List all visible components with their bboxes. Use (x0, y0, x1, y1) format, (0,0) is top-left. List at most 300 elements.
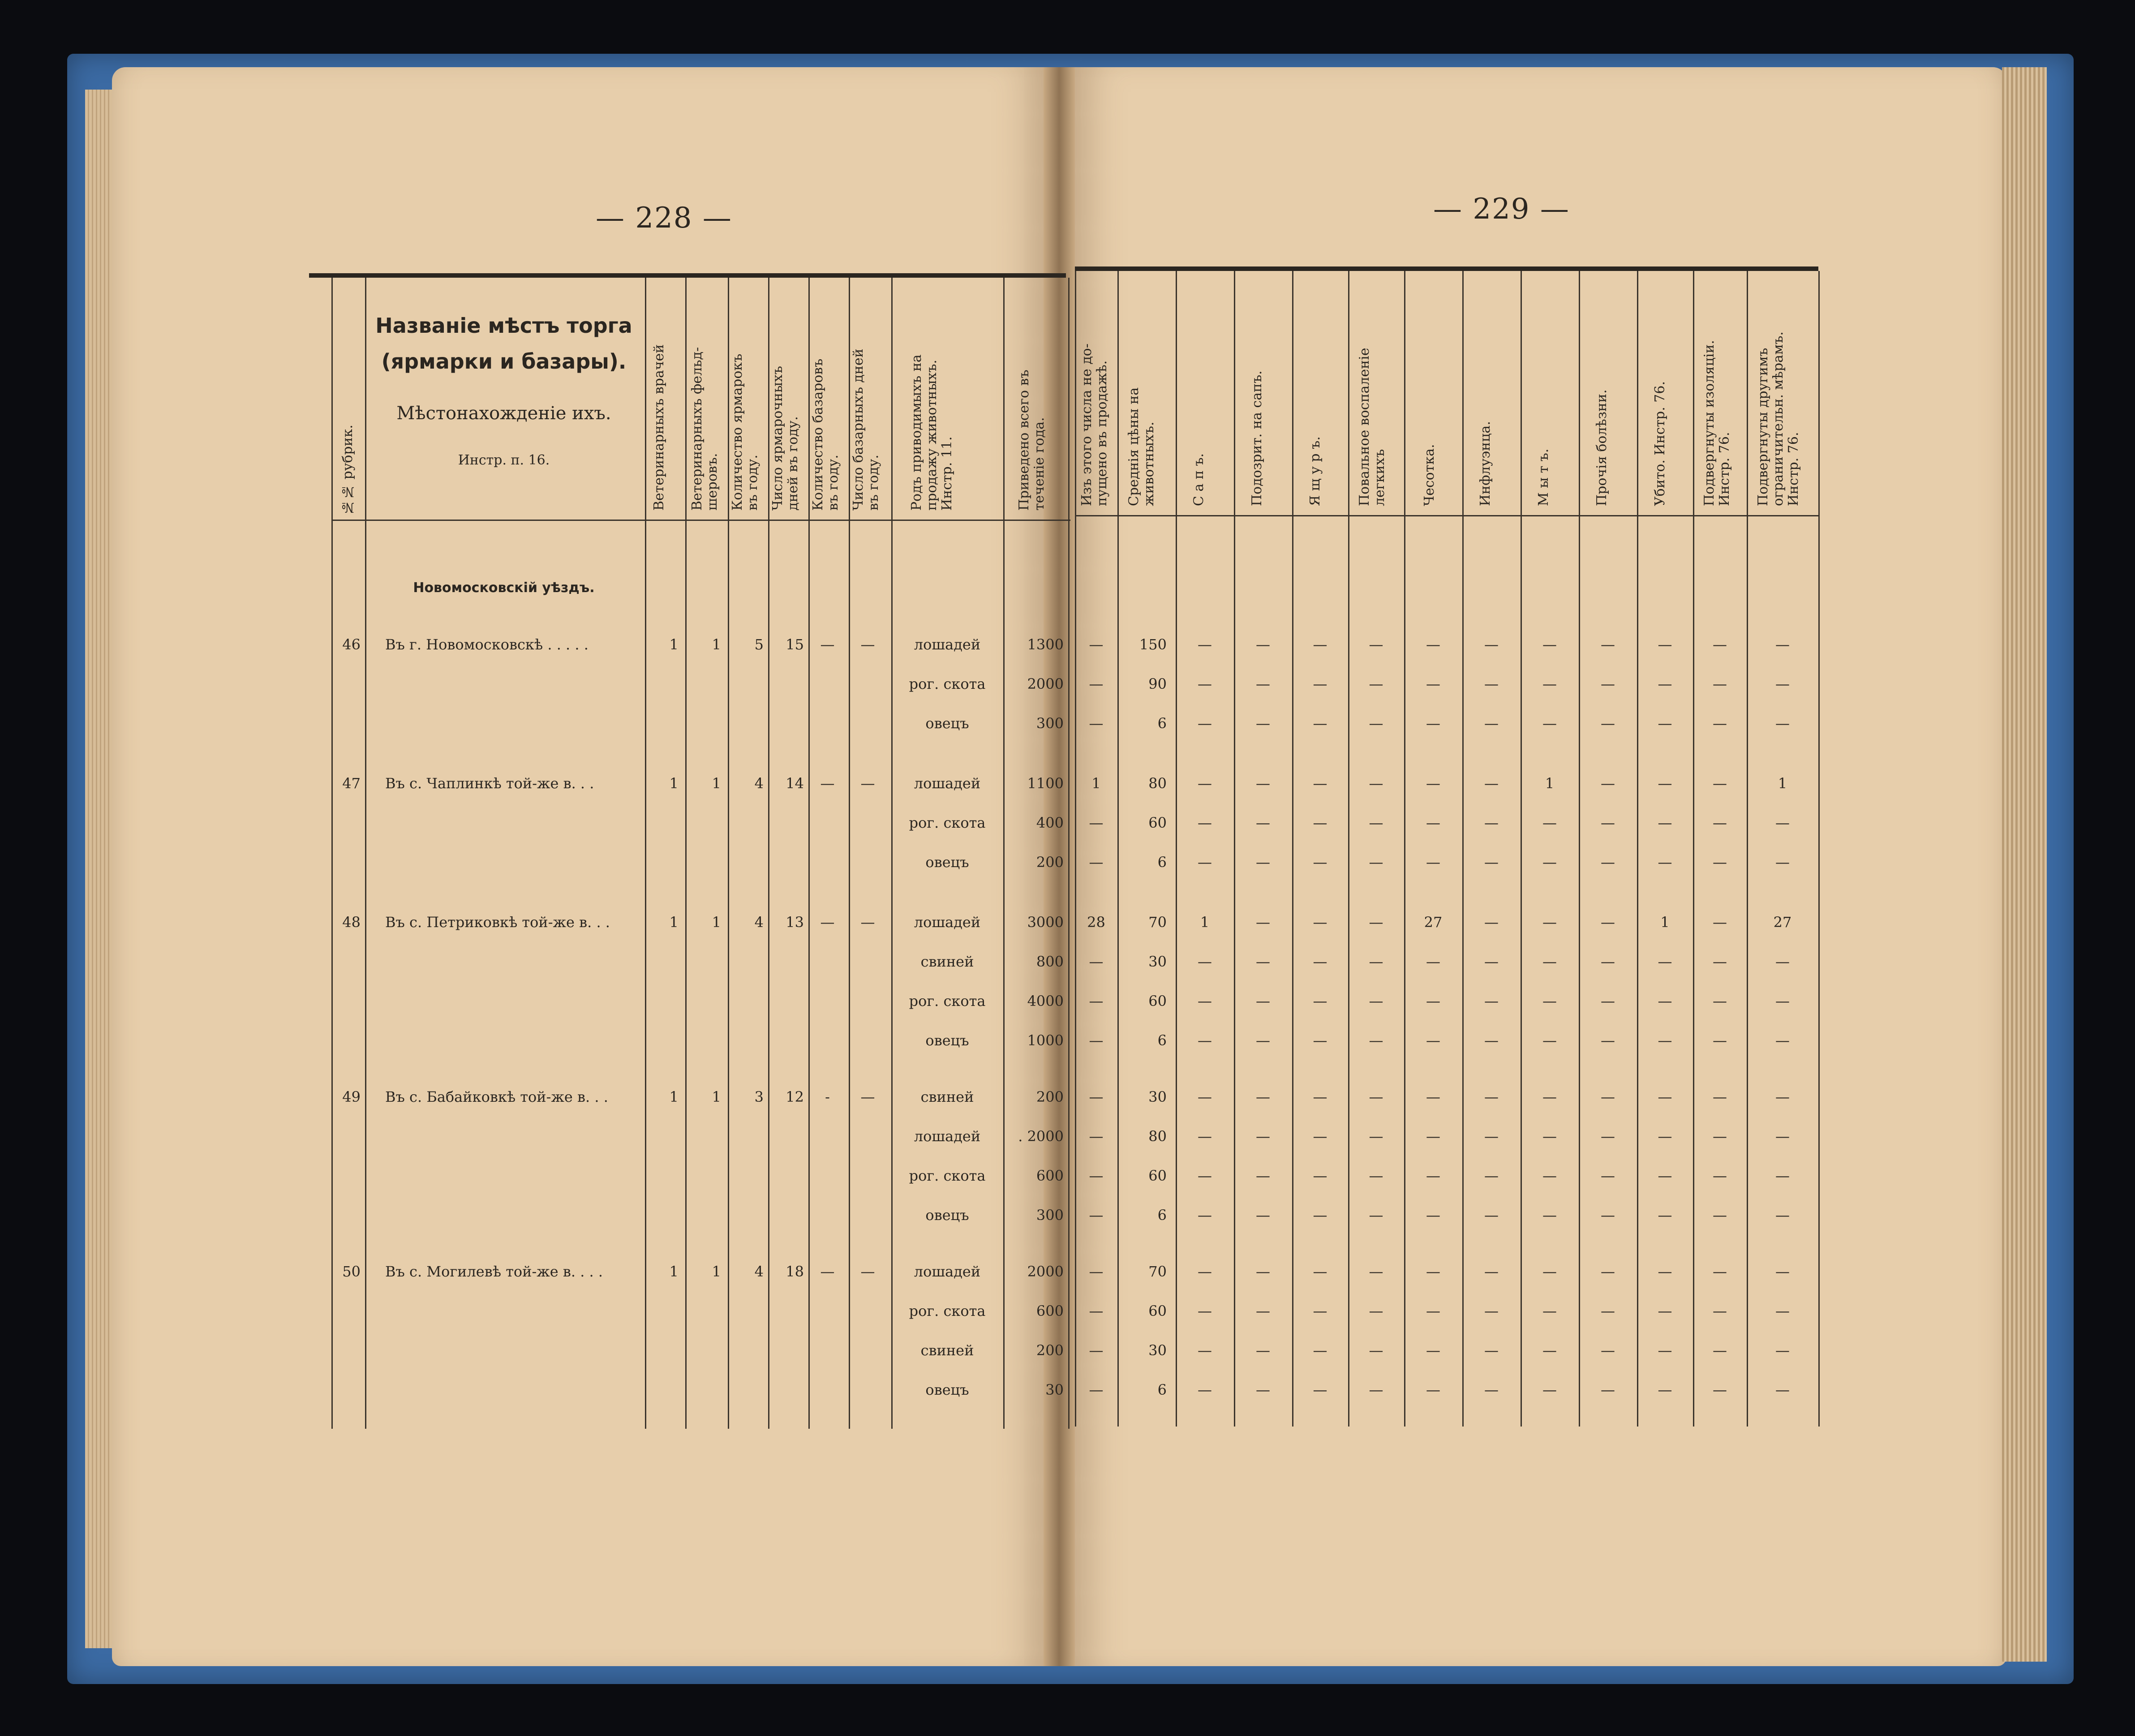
other-measures-value: — (1775, 1302, 1790, 1319)
bazaars-count: — (820, 1263, 835, 1280)
column-rule (1747, 271, 1748, 1427)
not-sold-value: 1 (1091, 775, 1101, 792)
header-myt: М ы т ъ. (1536, 448, 1551, 506)
killed-value: — (1658, 675, 1672, 692)
susp-sap-value: — (1256, 1167, 1270, 1184)
header-yashchur: Я щ у р ъ. (1307, 436, 1323, 506)
other-measures-value: — (1775, 1088, 1790, 1105)
not-sold-value: — (1089, 675, 1104, 692)
not-sold-value: — (1089, 854, 1104, 871)
isolated-value: — (1713, 1207, 1727, 1224)
place-name: Въ с. Петриковкѣ той-же в. . . (385, 914, 610, 931)
influenza-value: — (1484, 1263, 1499, 1280)
pneumonia-value: — (1369, 715, 1383, 732)
yashchur-value: — (1313, 636, 1327, 653)
isolated-value: — (1713, 953, 1727, 970)
chesotka-value: — (1426, 1167, 1440, 1184)
myt-value: — (1542, 1128, 1557, 1145)
not-sold-value: — (1089, 636, 1104, 653)
myt-value: — (1542, 1342, 1557, 1359)
sap-value: — (1198, 814, 1212, 831)
sap-value: — (1198, 953, 1212, 970)
yashchur-value: — (1313, 1167, 1327, 1184)
brought-count: 1000 (1027, 1032, 1064, 1049)
brought-count: 200 (1036, 1088, 1064, 1105)
chesotka-value: — (1426, 1302, 1440, 1319)
influenza-value: — (1484, 914, 1499, 931)
header-brought: Приведено всего въ теченіе года. (1016, 370, 1047, 511)
other-diseases-value: — (1601, 1128, 1615, 1145)
influenza-value: — (1484, 1128, 1499, 1145)
column-rule (1003, 278, 1005, 1429)
header-title: Названіе мѣстъ торга (375, 314, 632, 338)
sap-value: — (1198, 675, 1212, 692)
other-diseases-value: — (1601, 914, 1615, 931)
isolated-value: — (1713, 636, 1727, 653)
rubric-number: 47 (342, 775, 361, 792)
susp-sap-value: — (1256, 814, 1270, 831)
brought-count: 2000 (1027, 1263, 1064, 1280)
chesotka-value: — (1426, 1381, 1440, 1398)
chesotka-value: — (1426, 854, 1440, 871)
column-rule (1637, 271, 1638, 1427)
avg-price-value: 60 (1148, 1302, 1167, 1319)
sap-value: — (1198, 1381, 1212, 1398)
myt-value: 1 (1545, 775, 1555, 792)
fairs-count: 4 (754, 1263, 764, 1280)
myt-value: — (1542, 675, 1557, 692)
brought-count: 600 (1036, 1302, 1064, 1319)
chesotka-value: — (1426, 775, 1440, 792)
table-top-rule-right (1075, 266, 1818, 271)
yashchur-value: — (1313, 1128, 1327, 1145)
feldshers-count: 1 (712, 1088, 721, 1105)
fair-days: 14 (786, 775, 804, 792)
isolated-value: — (1713, 1167, 1727, 1184)
column-rule (645, 278, 646, 1429)
other-diseases-value: — (1601, 1381, 1615, 1398)
bazaar-days: — (860, 775, 875, 792)
chesotka-value: — (1426, 1207, 1440, 1224)
not-sold-value: — (1089, 1381, 1104, 1398)
not-sold-value: — (1089, 1342, 1104, 1359)
header-title-2: (ярмарки и базары). (381, 349, 627, 374)
chesotka-value: 27 (1424, 914, 1443, 931)
isolated-value: — (1713, 1128, 1727, 1145)
sap-value: — (1198, 1088, 1212, 1105)
avg-price-value: 30 (1148, 953, 1167, 970)
other-measures-value: — (1775, 993, 1790, 1010)
influenza-value: — (1484, 1088, 1499, 1105)
influenza-value: — (1484, 953, 1499, 970)
brought-count: 200 (1036, 854, 1064, 871)
isolated-value: — (1713, 1263, 1727, 1280)
killed-value: — (1658, 993, 1672, 1010)
sap-value: — (1198, 1302, 1212, 1319)
rubric-number: 48 (342, 914, 361, 931)
header-fair-days: Число ярмарочныхъ дней въ году. (770, 366, 801, 511)
influenza-value: — (1484, 1342, 1499, 1359)
susp-sap-value: — (1256, 675, 1270, 692)
other-diseases-value: — (1601, 1207, 1615, 1224)
feldshers-count: 1 (712, 914, 721, 931)
fair-days: 13 (786, 914, 804, 931)
bazaar-days: — (860, 914, 875, 931)
column-rule (1068, 278, 1070, 1429)
table-top-rule-left (309, 273, 1066, 278)
susp-sap-value: — (1256, 775, 1270, 792)
pneumonia-value: — (1369, 814, 1383, 831)
animal-kind: свиней (920, 953, 974, 970)
other-measures-value: 27 (1773, 914, 1792, 931)
sap-value: — (1198, 715, 1212, 732)
influenza-value: — (1484, 854, 1499, 871)
not-sold-value: — (1089, 1207, 1104, 1224)
influenza-value: — (1484, 1302, 1499, 1319)
not-sold-value: — (1089, 1088, 1104, 1105)
isolated-value: — (1713, 1342, 1727, 1359)
animal-kind: овецъ (925, 1207, 969, 1224)
yashchur-value: — (1313, 914, 1327, 931)
susp-sap-value: — (1256, 715, 1270, 732)
sap-value: — (1198, 1342, 1212, 1359)
other-measures-value: — (1775, 675, 1790, 692)
influenza-value: — (1484, 993, 1499, 1010)
bazaar-days: — (860, 636, 875, 653)
fairs-count: 4 (754, 775, 764, 792)
killed-value: — (1658, 1302, 1672, 1319)
sap-value: — (1198, 1167, 1212, 1184)
sap-value: — (1198, 636, 1212, 653)
feldshers-count: 1 (712, 636, 721, 653)
bazaars-count: — (820, 775, 835, 792)
pneumonia-value: — (1369, 1088, 1383, 1105)
county-heading: Новомосковскій уѣздъ. (413, 580, 595, 596)
fairs-count: 3 (754, 1088, 764, 1105)
other-measures-value: — (1775, 1128, 1790, 1145)
chesotka-value: — (1426, 1128, 1440, 1145)
influenza-value: — (1484, 1032, 1499, 1049)
susp-sap-value: — (1256, 914, 1270, 931)
column-rule (1176, 271, 1177, 1427)
animal-kind: лошадей (914, 775, 981, 792)
chesotka-value: — (1426, 636, 1440, 653)
isolated-value: — (1713, 854, 1727, 871)
column-rule (1117, 271, 1119, 1427)
myt-value: — (1542, 1263, 1557, 1280)
susp-sap-value: — (1256, 1207, 1270, 1224)
myt-value: — (1542, 1302, 1557, 1319)
animal-kind: рог. скота (909, 675, 986, 692)
other-diseases-value: — (1601, 814, 1615, 831)
other-measures-value: — (1775, 854, 1790, 871)
killed-value: — (1658, 715, 1672, 732)
pneumonia-value: — (1369, 953, 1383, 970)
other-diseases-value: — (1601, 1032, 1615, 1049)
place-name: Въ с. Бабайковкѣ той-же в. . . (385, 1088, 608, 1105)
brought-count: 30 (1045, 1381, 1064, 1398)
yashchur-value: — (1313, 1302, 1327, 1319)
brought-count: 600 (1036, 1167, 1064, 1184)
header-pneumonia: Повальное воспаленіе легкихъ (1357, 348, 1388, 506)
influenza-value: — (1484, 636, 1499, 653)
animal-kind: овецъ (925, 715, 969, 732)
fairs-count: 5 (754, 636, 764, 653)
not-sold-value: — (1089, 1128, 1104, 1145)
yashchur-value: — (1313, 1263, 1327, 1280)
avg-price-value: 60 (1148, 993, 1167, 1010)
column-rule (1521, 271, 1522, 1427)
other-measures-value: — (1775, 1263, 1790, 1280)
column-rule (1818, 271, 1820, 1427)
isolated-value: — (1713, 1381, 1727, 1398)
other-diseases-value: — (1601, 993, 1615, 1010)
header-bazaars-count: Количество базаровъ въ году. (810, 358, 841, 511)
column-rule (1404, 271, 1405, 1427)
animal-kind: свиней (920, 1088, 974, 1105)
place-name: Въ с. Могилевѣ той-же в. . . . (385, 1263, 603, 1280)
bazaar-days: — (860, 1263, 875, 1280)
header-avg-price: Среднія цѣны на животныхъ. (1126, 387, 1157, 506)
killed-value: — (1658, 1128, 1672, 1145)
yashchur-value: — (1313, 854, 1327, 871)
header-susp-sap: Подозрит. на сапъ. (1249, 370, 1265, 506)
not-sold-value: — (1089, 953, 1104, 970)
other-measures-value: — (1775, 1342, 1790, 1359)
isolated-value: — (1713, 1088, 1727, 1105)
other-diseases-value: — (1601, 1167, 1615, 1184)
isolated-value: — (1713, 675, 1727, 692)
animal-kind: рог. скота (909, 1167, 986, 1184)
rubric-number: 46 (342, 636, 361, 653)
animal-kind: лошадей (914, 636, 981, 653)
pneumonia-value: — (1369, 1342, 1383, 1359)
column-rule (331, 278, 333, 1429)
column-rule (1462, 271, 1464, 1427)
column-rule (1234, 271, 1235, 1427)
not-sold-value: — (1089, 715, 1104, 732)
isolated-value: — (1713, 1032, 1727, 1049)
column-rule (1292, 271, 1293, 1427)
header-bottom-rule-left (331, 520, 1070, 521)
header-bazaar-days: Число базарныхъ дней въ году. (851, 348, 881, 511)
killed-value: — (1658, 636, 1672, 653)
sap-value: 1 (1200, 914, 1210, 931)
header-sap: С а п ъ. (1191, 453, 1207, 506)
other-measures-value: — (1775, 1167, 1790, 1184)
susp-sap-value: — (1256, 1088, 1270, 1105)
myt-value: — (1542, 914, 1557, 931)
other-measures-value: 1 (1778, 775, 1787, 792)
place-name: Въ с. Чаплинкѣ той-же в. . . (385, 775, 594, 792)
avg-price-value: 60 (1148, 1167, 1167, 1184)
pneumonia-value: — (1369, 1032, 1383, 1049)
brought-count: 1300 (1027, 636, 1064, 653)
pneumonia-value: — (1369, 1207, 1383, 1224)
header-influenza: Инфлуэнца. (1478, 421, 1493, 506)
brought-count: 4000 (1027, 993, 1064, 1010)
other-diseases-value: — (1601, 1342, 1615, 1359)
yashchur-value: — (1313, 675, 1327, 692)
column-rule (1579, 271, 1580, 1427)
avg-price-value: 6 (1157, 854, 1167, 871)
susp-sap-value: — (1256, 993, 1270, 1010)
avg-price-value: 70 (1148, 1263, 1167, 1280)
pneumonia-value: — (1369, 1128, 1383, 1145)
sap-value: — (1198, 993, 1212, 1010)
bazaars-count: — (820, 636, 835, 653)
myt-value: — (1542, 1207, 1557, 1224)
column-rule (891, 278, 893, 1429)
susp-sap-value: — (1256, 1128, 1270, 1145)
column-rule (768, 278, 769, 1429)
column-rule (728, 278, 729, 1429)
isolated-value: — (1713, 1302, 1727, 1319)
myt-value: — (1542, 636, 1557, 653)
pneumonia-value: — (1369, 775, 1383, 792)
vets-count: 1 (669, 636, 679, 653)
column-rule (1348, 271, 1349, 1427)
killed-value: — (1658, 1342, 1672, 1359)
vets-count: 1 (669, 1263, 679, 1280)
myt-value: — (1542, 854, 1557, 871)
pneumonia-value: — (1369, 636, 1383, 653)
influenza-value: — (1484, 1207, 1499, 1224)
other-diseases-value: — (1601, 1263, 1615, 1280)
other-diseases-value: — (1601, 1088, 1615, 1105)
killed-value: — (1658, 1207, 1672, 1224)
avg-price-value: 6 (1157, 1032, 1167, 1049)
killed-value: — (1658, 775, 1672, 792)
animal-kind: лошадей (914, 914, 981, 931)
susp-sap-value: — (1256, 1381, 1270, 1398)
myt-value: — (1542, 953, 1557, 970)
chesotka-value: — (1426, 814, 1440, 831)
bazaars-count: - (825, 1088, 830, 1105)
column-rule (849, 278, 850, 1429)
avg-price-value: 30 (1148, 1088, 1167, 1105)
chesotka-value: — (1426, 1263, 1440, 1280)
killed-value: — (1658, 1032, 1672, 1049)
header-other-measures: Подвергнуты другимъ ограничительн. мѣрамъ. Инстр. 76. (1755, 331, 1801, 506)
header-chesotka: Чесотка. (1422, 444, 1437, 506)
header-isolated: Подвергнуты изоляціи. Инстр. 76. (1701, 340, 1732, 506)
column-rule (365, 278, 366, 1429)
influenza-value: — (1484, 814, 1499, 831)
influenza-value: — (1484, 775, 1499, 792)
pneumonia-value: — (1369, 1263, 1383, 1280)
avg-price-value: 6 (1157, 715, 1167, 732)
killed-value: — (1658, 1381, 1672, 1398)
pneumonia-value: — (1369, 675, 1383, 692)
yashchur-value: — (1313, 814, 1327, 831)
rubric-number: 50 (342, 1263, 361, 1280)
animal-kind: рог. скота (909, 1302, 986, 1319)
myt-value: — (1542, 1167, 1557, 1184)
killed-value: — (1658, 953, 1672, 970)
myt-value: — (1542, 715, 1557, 732)
header-not-sold: Изъ этого числа не до- пущено въ продажѣ. (1079, 344, 1110, 506)
brought-count: . 2000 (1018, 1128, 1064, 1145)
influenza-value: — (1484, 1167, 1499, 1184)
sap-value: — (1198, 854, 1212, 871)
sap-value: — (1198, 1128, 1212, 1145)
chesotka-value: — (1426, 1032, 1440, 1049)
myt-value: — (1542, 1381, 1557, 1398)
animal-kind: свиней (920, 1342, 974, 1359)
isolated-value: — (1713, 715, 1727, 732)
header-animal-kind: Родъ приводимыхъ на продажу животныхъ. Инстр. 11. (909, 354, 955, 511)
killed-value: — (1658, 1167, 1672, 1184)
yashchur-value: — (1313, 1032, 1327, 1049)
other-measures-value: — (1775, 1207, 1790, 1224)
not-sold-value: — (1089, 814, 1104, 831)
brought-count: 400 (1036, 814, 1064, 831)
other-measures-value: — (1775, 715, 1790, 732)
header-fairs-count: Количество ярмарокъ въ году. (730, 353, 760, 511)
header-feldshers: Ветеринарныхъ фельд- шеровъ. (689, 347, 720, 511)
brought-count: 1100 (1027, 775, 1064, 792)
column-rule (685, 278, 687, 1429)
fair-days: 12 (786, 1088, 804, 1105)
animal-kind: овецъ (925, 854, 969, 871)
animal-kind: рог. скота (909, 993, 986, 1010)
susp-sap-value: — (1256, 636, 1270, 653)
killed-value: — (1658, 1088, 1672, 1105)
place-name: Въ г. Новомосковскѣ . . . . . (385, 636, 589, 653)
yashchur-value: — (1313, 1381, 1327, 1398)
animal-kind: лошадей (914, 1128, 981, 1145)
influenza-value: — (1484, 1381, 1499, 1398)
avg-price-value: 150 (1139, 636, 1167, 653)
brought-count: 300 (1036, 1207, 1064, 1224)
killed-value: — (1658, 814, 1672, 831)
sap-value: — (1198, 775, 1212, 792)
chesotka-value: — (1426, 1088, 1440, 1105)
avg-price-value: 6 (1157, 1381, 1167, 1398)
rubric-number: 49 (342, 1088, 361, 1105)
other-diseases-value: — (1601, 854, 1615, 871)
yashchur-value: — (1313, 1207, 1327, 1224)
feldshers-count: 1 (712, 775, 721, 792)
page-number-right: — 229 — (1433, 193, 1570, 226)
other-measures-value: — (1775, 814, 1790, 831)
pneumonia-value: — (1369, 1167, 1383, 1184)
yashchur-value: — (1313, 993, 1327, 1010)
other-diseases-value: — (1601, 953, 1615, 970)
myt-value: — (1542, 993, 1557, 1010)
not-sold-value: — (1089, 1032, 1104, 1049)
vets-count: 1 (669, 914, 679, 931)
pneumonia-value: — (1369, 914, 1383, 931)
other-diseases-value: — (1601, 715, 1615, 732)
pneumonia-value: — (1369, 1302, 1383, 1319)
other-measures-value: — (1775, 636, 1790, 653)
other-diseases-value: — (1601, 636, 1615, 653)
header-instr: Инстр. п. 16. (458, 452, 550, 468)
animal-kind: овецъ (925, 1032, 969, 1049)
animal-kind: овецъ (925, 1381, 969, 1398)
other-diseases-value: — (1601, 1302, 1615, 1319)
susp-sap-value: — (1256, 1032, 1270, 1049)
sap-value: — (1198, 1207, 1212, 1224)
avg-price-value: 80 (1148, 775, 1167, 792)
chesotka-value: — (1426, 675, 1440, 692)
isolated-value: — (1713, 914, 1727, 931)
not-sold-value: — (1089, 1263, 1104, 1280)
other-measures-value: — (1775, 1032, 1790, 1049)
influenza-value: — (1484, 675, 1499, 692)
